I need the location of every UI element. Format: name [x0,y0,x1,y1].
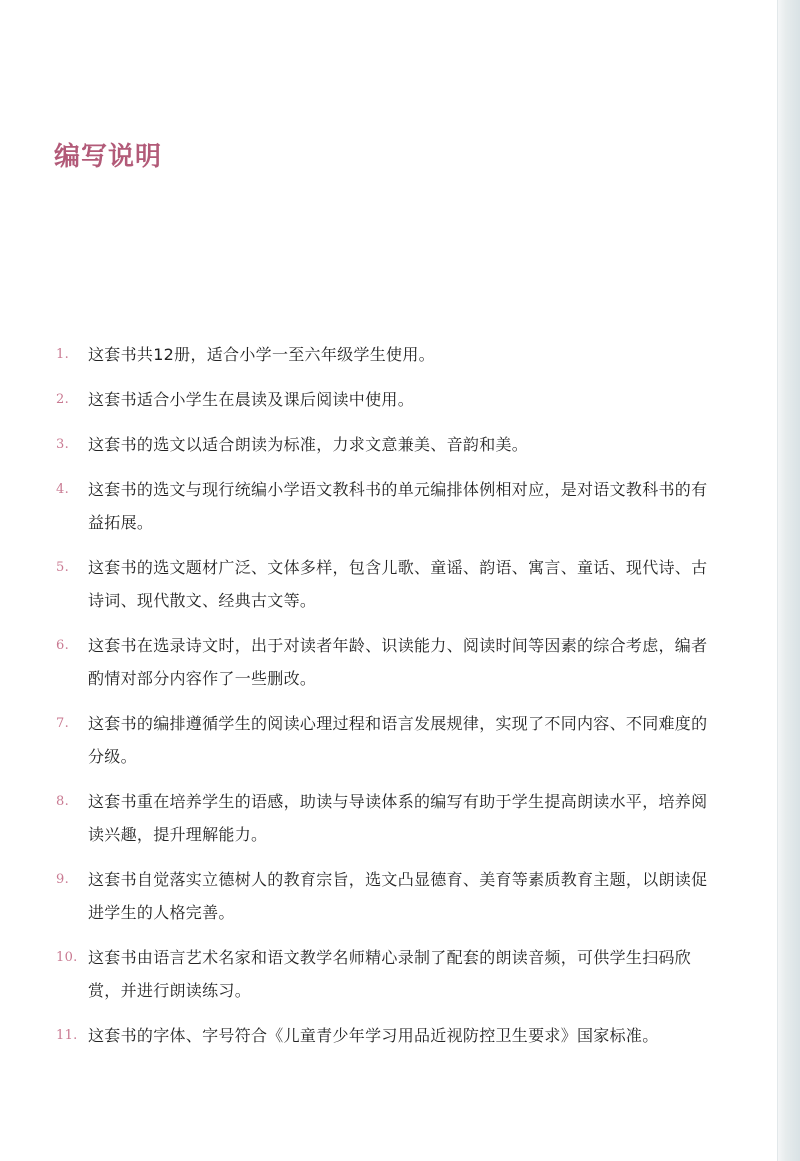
item-number: 8. [56,794,70,809]
item-number: 1. [56,347,70,362]
item-text: 这套书的选文与现行统编小学语文教科书的单元编排体例相对应，是对语文教科书的有益拓展。 [88,480,708,532]
page-edge-shadow [777,0,800,1161]
notes-list [0,338,760,1064]
list-item [0,473,760,539]
list-item [0,428,760,461]
item-number: 10. [56,950,78,965]
list-item [0,383,760,416]
list-item [0,338,760,371]
item-text: 这套书的选文以适合朗读为标准，力求文意兼美、音韵和美。 [88,435,529,454]
list-item [0,863,760,929]
list-item [0,941,760,1007]
item-text: 这套书的编排遵循学生的阅读心理过程和语言发展规律，实现了不同内容、不同难度的分级。 [88,714,708,766]
page-title: 编写说明 [54,142,163,172]
item-text: 这套书重在培养学生的语感，助读与导读体系的编写有助于学生提高朗读水平，培养阅读兴趣，提升理解能力。 [88,792,708,844]
list-item [0,707,760,773]
item-number: 5. [56,560,70,575]
item-text: 这套书的选文题材广泛、文体多样，包含儿歌、童谣、韵语、寓言、童话、现代诗、古诗词、现代散文、经典古文等。 [88,558,708,610]
list-item [0,1019,760,1052]
item-text: 这套书的字体、字号符合《儿童青少年学习用品近视防控卫生要求》国家标准。 [88,1026,659,1045]
list-item [0,551,760,617]
item-text: 这套书在选录诗文时，出于对读者年龄、识读能力、阅读时间等因素的综合考虑，编者酌情对部分内容作了一些删改。 [88,636,708,688]
item-text: 这套书自觉落实立德树人的教育宗旨，选文凸显德育、美育等素质教育主题，以朗读促进学生的人格完善。 [88,870,708,922]
item-text: 这套书由语言艺术名家和语文教学名师精心录制了配套的朗读音频，可供学生扫码欣赏，并进行朗读练习。 [88,948,692,1000]
item-number: 3. [56,437,70,452]
item-number: 11. [56,1028,78,1043]
item-text: 这套书适合小学生在晨读及课后阅读中使用。 [88,390,415,409]
item-number: 7. [56,716,70,731]
item-number: 9. [56,872,70,887]
item-number: 4. [56,482,70,497]
item-number: 6. [56,638,70,653]
list-item [0,785,760,851]
item-text: 这套书共12册，适合小学一至六年级学生使用。 [88,345,435,364]
item-number: 2. [56,392,70,407]
list-item [0,629,760,695]
